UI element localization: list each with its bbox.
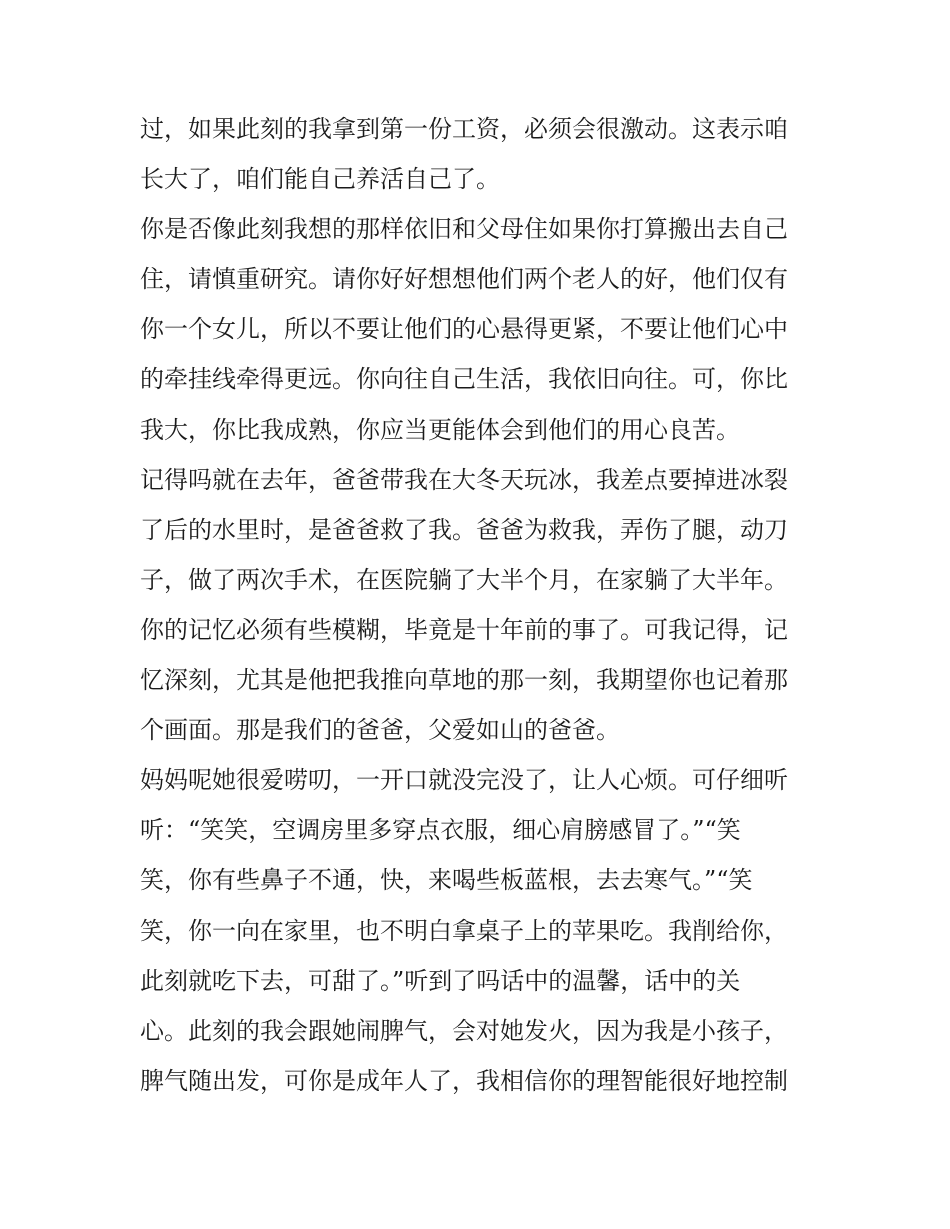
text-line: 你的记忆必须有些模糊，毕竟是十年前的事了。可我记得，记: [140, 615, 788, 644]
text-line: 过，如果此刻的我拿到第一份工资，必须会很激动。这表示咱: [140, 115, 788, 143]
text-line: 心。此刻的我会跟她闹脾气，会对她发火，因为我是小孩子，: [140, 1016, 788, 1045]
text-line: 记得吗就在去年，爸爸带我在大冬天玩冰，我差点要掉进冰裂: [140, 465, 788, 494]
document-page: [140, 104, 830, 1106]
text-line: 脾气随出发，可你是成年人了，我相信你的理智能很好地控制: [140, 1066, 788, 1095]
text-line: 住，请慎重研究。请你好好想想他们两个老人的好，他们仅有: [140, 265, 788, 294]
text-line: 笑，你一向在家里，也不明白拿桌子上的苹果吃。我削给你，: [140, 916, 788, 945]
text-line: 忆深刻，尤其是他把我推向草地的那一刻，我期望你也记着那: [140, 666, 788, 695]
text-line: 妈妈呢她很爱唠叨，一开口就没完没了，让人心烦。可仔细听: [140, 766, 788, 795]
text-line: 我大，你比我成熟，你应当更能体会到他们的用心良苦。: [140, 415, 740, 444]
text-line: 的牵挂线牵得更远。你向往自己生活，我依旧向往。可，你比: [140, 365, 788, 394]
text-line: 你是否像此刻我想的那样依旧和父母住如果你打算搬出去自己: [140, 215, 788, 244]
text-line: 个画面。那是我们的爸爸，父爱如山的爸爸。: [140, 716, 620, 745]
text-line: 长大了，咱们能自己养活自己了。: [140, 165, 500, 194]
text-line: 你一个女儿，所以不要让他们的心悬得更紧，不要让他们心中: [140, 315, 788, 344]
text-line: 笑，你有些鼻子不通，快，来喝些板蓝根，去去寒气。”“笑: [140, 866, 753, 895]
text-line: 了后的水里时，是爸爸救了我。爸爸为救我，弄伤了腿，动刀: [140, 515, 788, 544]
text-line: 此刻就吃下去，可甜了。”听到了吗话中的温馨，话中的关: [140, 966, 741, 995]
text-line: 子，做了两次手术，在医院躺了大半个月，在家躺了大半年。: [140, 565, 788, 594]
text-line: 听：“笑笑，空调房里多穿点衣服，细心肩膀感冒了。”“笑: [140, 816, 741, 845]
